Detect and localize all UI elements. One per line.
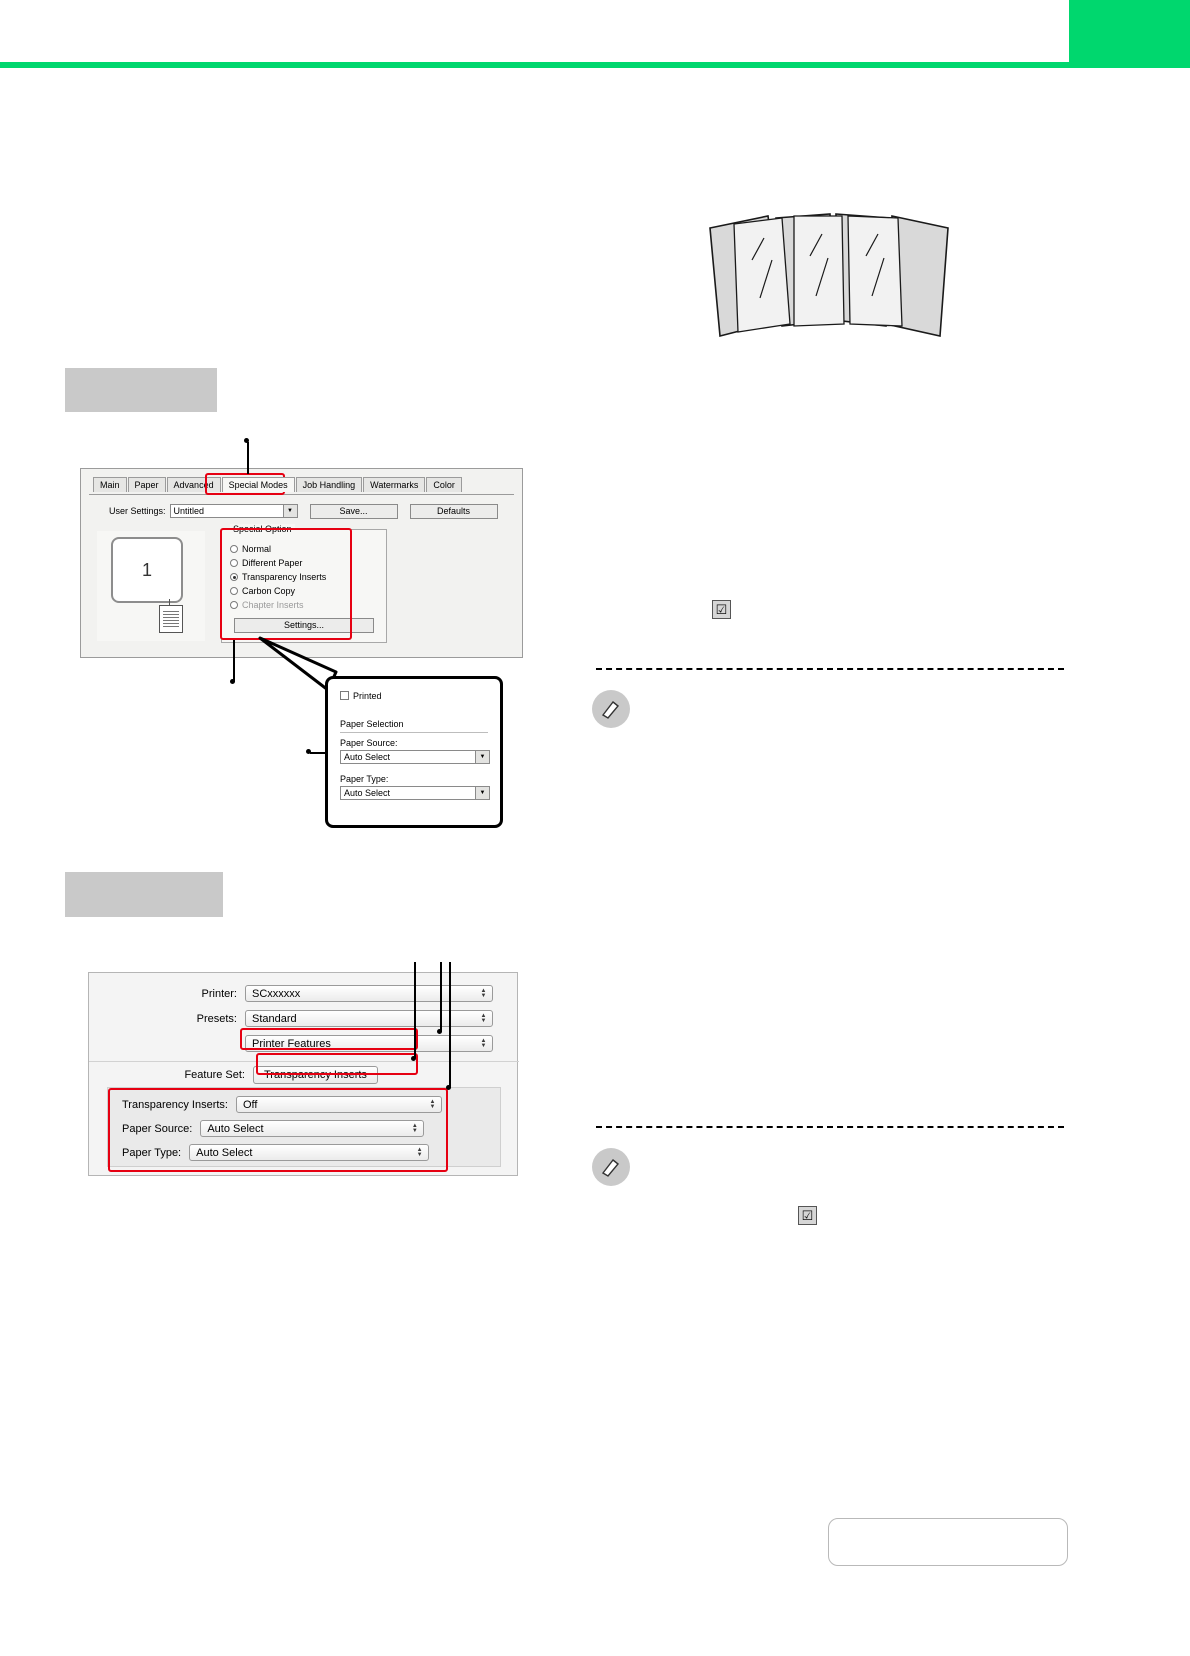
preview-insert-sheet — [159, 605, 183, 633]
marker-dot-mac-options — [446, 1085, 451, 1090]
marker-dot-callout — [306, 749, 311, 754]
radio-carbon-copy[interactable] — [230, 586, 295, 596]
paper-source-label: Paper Source: — [340, 738, 398, 748]
paper-type-popup[interactable] — [189, 1144, 429, 1161]
printer-features-popup[interactable] — [245, 1035, 493, 1052]
paper-type-combo[interactable] — [340, 786, 490, 800]
note-divider-1 — [596, 668, 1064, 670]
leader-line-option — [233, 640, 235, 682]
radio-icon — [230, 587, 238, 595]
feature-set-row — [145, 1066, 378, 1084]
paper-type-row — [122, 1144, 429, 1161]
macintosh-print-dialog — [88, 972, 518, 1176]
paper-selection-divider — [340, 732, 488, 733]
radio-icon — [230, 559, 238, 567]
chevron-down-icon: ▼ — [475, 787, 489, 799]
user-settings-label: User Settings: — [109, 506, 166, 516]
radio-icon-selected — [230, 573, 238, 581]
presets-row — [107, 1010, 497, 1027]
save-button[interactable]: Save... — [310, 504, 398, 519]
user-settings-row — [109, 503, 509, 519]
leader-line-mac-options — [449, 962, 451, 1088]
transparency-inserts-label: Transparency Inserts: — [122, 1098, 228, 1111]
tab-main[interactable]: Main — [93, 477, 127, 492]
paper-source-combo[interactable] — [340, 750, 490, 764]
printer-features-value: Printer Features — [252, 1038, 331, 1050]
printed-checkbox-row[interactable] — [340, 691, 488, 701]
leader-line-mac-features — [440, 962, 442, 1032]
radio-transparency-inserts[interactable] — [230, 572, 326, 582]
printed-label: Printed — [353, 691, 382, 701]
radio-transparency-inserts-label: Transparency Inserts — [242, 572, 327, 582]
paper-type-label: Paper Type: — [122, 1146, 182, 1159]
checkbox-icon — [340, 691, 349, 700]
radio-carbon-copy-label: Carbon Copy — [242, 586, 296, 596]
radio-different-paper-label: Different Paper — [242, 558, 303, 568]
leader-line-tab — [247, 442, 249, 474]
status-badge-check-1: ☑ — [712, 600, 731, 619]
transparency-inserts-row — [122, 1096, 442, 1113]
callout-content — [340, 691, 488, 800]
marker-dot-mac-features — [437, 1029, 442, 1034]
status-badge-check-2: ☑ — [798, 1206, 817, 1225]
paper-source-value: Auto Select — [344, 752, 391, 762]
marker-dot-tab — [244, 438, 249, 443]
paper-source-row — [122, 1120, 424, 1137]
paper-source-value: Auto Select — [207, 1123, 264, 1135]
user-settings-combo[interactable] — [170, 504, 298, 518]
transparency-inserts-settings-callout — [325, 676, 503, 828]
stepper-icon: ▲ ▼ — [480, 988, 487, 999]
presets-popup[interactable] — [245, 1010, 493, 1027]
paper-type-value: Auto Select — [344, 788, 391, 798]
tab-color[interactable]: Color — [426, 477, 462, 492]
printer-features-panel — [107, 1087, 501, 1167]
features-menu-row — [245, 1035, 493, 1052]
chevron-down-icon: ▼ — [475, 751, 489, 763]
tab-watermarks[interactable]: Watermarks — [363, 477, 425, 492]
tab-divider — [89, 494, 514, 495]
stepper-icon: ▲ ▼ — [411, 1123, 418, 1134]
header-rule — [0, 62, 1190, 68]
header-accent-block — [1069, 0, 1190, 62]
dialog-divider — [89, 1061, 519, 1062]
printer-label: Printer: — [201, 987, 237, 1000]
section-heading-windows — [65, 368, 217, 412]
paper-selection-label: Paper Selection — [340, 719, 404, 729]
stepper-icon: ▲ ▼ — [480, 1038, 487, 1049]
marker-dot-mac-featureset — [411, 1056, 416, 1061]
preview-sheet-lines — [163, 611, 179, 627]
radio-different-paper[interactable] — [230, 558, 302, 568]
printer-value: SCxxxxxx — [252, 988, 301, 1000]
section-heading-macintosh — [65, 872, 223, 917]
transparency-sheets-illustration — [690, 200, 970, 360]
leader-line-mac-featureset — [414, 962, 416, 1058]
pencil-icon-note-1 — [592, 690, 630, 728]
paper-source-popup[interactable] — [200, 1120, 424, 1137]
radio-normal[interactable] — [230, 544, 271, 554]
user-settings-value: Untitled — [173, 506, 205, 516]
radio-chapter-inserts-label: Chapter Inserts — [242, 600, 304, 610]
dialog-tab-bar — [93, 476, 463, 492]
marker-dot-option — [230, 679, 235, 684]
printer-popup[interactable] — [245, 985, 493, 1002]
paper-type-value: Auto Select — [196, 1147, 253, 1159]
tab-advanced[interactable]: Advanced — [167, 477, 221, 492]
paper-source-label: Paper Source: — [122, 1122, 193, 1135]
paper-type-label: Paper Type: — [340, 774, 389, 784]
chevron-down-icon: ▼ — [283, 505, 297, 517]
printer-row — [107, 985, 497, 1002]
transparency-inserts-value: Off — [242, 1099, 258, 1111]
defaults-button[interactable]: Defaults — [410, 504, 498, 519]
radio-icon — [230, 545, 238, 553]
feature-set-label: Feature Set: — [184, 1069, 245, 1081]
stepper-icon: ▲ ▼ — [429, 1099, 436, 1110]
preview-page-number: 1 — [111, 537, 183, 603]
stepper-icon: ▲ ▼ — [480, 1013, 487, 1024]
radio-chapter-inserts — [230, 600, 304, 610]
transparency-inserts-popup[interactable] — [236, 1096, 442, 1113]
radio-icon-disabled — [230, 601, 238, 609]
presets-value: Standard — [252, 1013, 297, 1025]
special-option-group — [221, 524, 387, 643]
special-option-group-title: Special Option — [230, 524, 295, 534]
tab-special-modes[interactable]: Special Modes — [222, 477, 295, 492]
tab-job-handling[interactable]: Job Handling — [296, 477, 363, 492]
footer-page-box — [828, 1518, 1068, 1566]
feature-set-value-box[interactable]: Transparency Inserts — [253, 1066, 378, 1084]
stepper-icon: ▲ ▼ — [416, 1147, 423, 1158]
note-divider-2 — [596, 1126, 1064, 1128]
print-preview — [97, 531, 205, 641]
settings-button[interactable]: Settings... — [234, 618, 374, 633]
pencil-icon-note-2 — [592, 1148, 630, 1186]
presets-label: Presets: — [196, 1012, 237, 1025]
windows-printer-driver-dialog — [80, 468, 523, 658]
radio-normal-label: Normal — [242, 544, 272, 554]
tab-paper[interactable]: Paper — [128, 477, 166, 492]
